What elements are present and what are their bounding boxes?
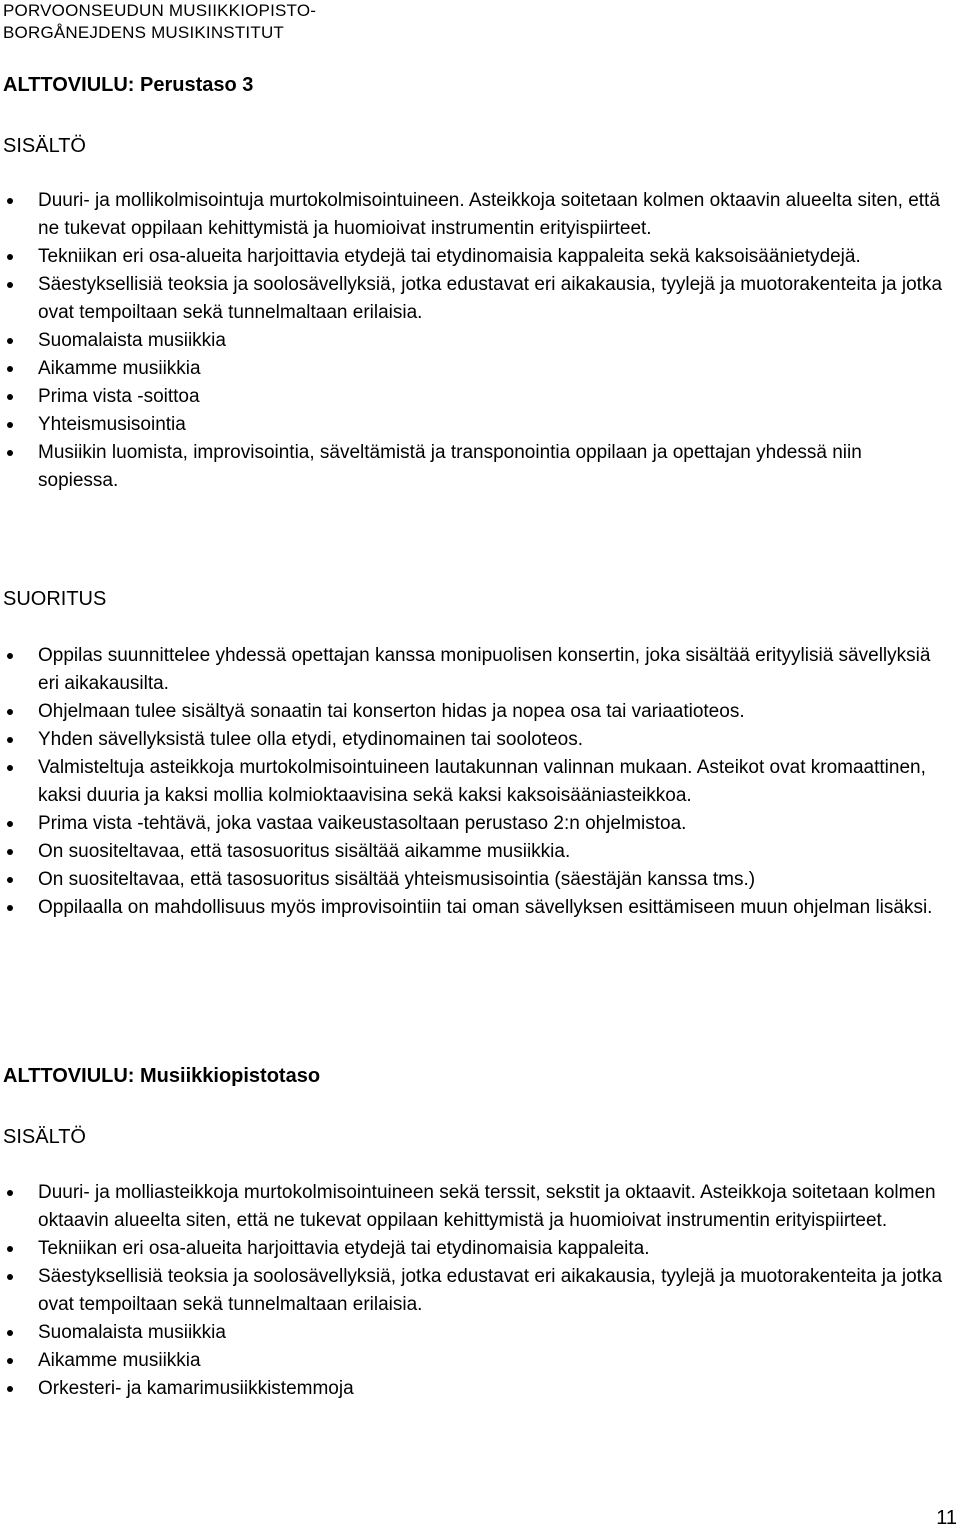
bullet-icon bbox=[7, 338, 13, 344]
list-item: Oppilas suunnittelee yhdessä opettajan kanssa monipuolisen konsertin, joka sisältää erityylisiä sävellyksiä eri aikakausilta. bbox=[0, 642, 950, 698]
bullet-icon bbox=[7, 1386, 13, 1392]
list-item: Suomalaista musiikkia bbox=[0, 1319, 950, 1347]
list-item: Säestyksellisiä teoksia ja soolosävellyksiä, jotka edustavat eri aikakausia, tyylejä ja muotorakenteita ja jotka ovat tempoiltaan sekä tunnelmaltaan erilaisia. bbox=[0, 1263, 950, 1319]
content-list-1 bbox=[0, 187, 950, 495]
bullet-icon bbox=[7, 849, 13, 855]
bullet-icon bbox=[7, 1246, 13, 1252]
bullet-icon bbox=[7, 198, 13, 204]
org-name-line-2: BORGÅNEJDENS MUSIKINSTITUT bbox=[3, 23, 285, 42]
list-item: Tekniikan eri osa-alueita harjoittavia etydejä tai etydinomaisia kappaleita. bbox=[0, 1235, 950, 1263]
org-name-line-1: PORVOONSEUDUN MUSIIKKIOPISTO- bbox=[3, 1, 317, 20]
bullet-icon bbox=[7, 1190, 13, 1196]
list-item: Tekniikan eri osa-alueita harjoittavia etydejä tai etydinomaisia kappaleita sekä kaksoisäänietydejä. bbox=[0, 243, 950, 271]
content-heading-2: SISÄLTÖ bbox=[3, 1126, 86, 1148]
list-item: Duuri- ja mollikolmisointuja murtokolmisointuineen. Asteikkoja soitetaan kolmen oktaavin alueelta siten, että ne tukevat oppilaan kehittymistä ja huomioivat instrumentin erityispiirteet. bbox=[0, 187, 950, 243]
list-item: Valmisteltuja asteikkoja murtokolmisointuineen lautakunnan valinnan mukaan. Asteikot ovat kromaattinen, kaksi duuria ja kaksi mollia kolmioktaavisina sekä kaksi kaksoisääniasteikkoa. bbox=[0, 754, 950, 810]
section-title-perustaso-3: ALTTOVIULU: Perustaso 3 bbox=[3, 74, 254, 96]
list-item: Ohjelmaan tulee sisältyä sonaatin tai konserton hidas ja nopea osa tai variaatioteos. bbox=[0, 698, 950, 726]
bullet-icon bbox=[7, 1274, 13, 1280]
list-item: Aikamme musiikkia bbox=[0, 1347, 950, 1375]
bullet-icon bbox=[7, 422, 13, 428]
bullet-icon bbox=[7, 765, 13, 771]
list-item: Musiikin luomista, improvisointia, säveltämistä ja transponointia oppilaan ja opettajan yhdessä niin sopiessa. bbox=[0, 439, 950, 495]
bullet-icon bbox=[7, 1358, 13, 1364]
bullet-icon bbox=[7, 709, 13, 715]
list-item: Prima vista -soittoa bbox=[0, 383, 950, 411]
bullet-icon bbox=[7, 366, 13, 372]
list-item: Yhteismusisointia bbox=[0, 411, 950, 439]
bullet-icon bbox=[7, 282, 13, 288]
list-item: On suositeltavaa, että tasosuoritus sisältää yhteismusisointia (säestäjän kanssa tms.) bbox=[0, 866, 950, 894]
bullet-icon bbox=[7, 877, 13, 883]
page-number: 11 bbox=[936, 1507, 957, 1529]
bullet-icon bbox=[7, 394, 13, 400]
list-item: Duuri- ja molliasteikkoja murtokolmisointuineen sekä terssit, sekstit ja oktaavit. Asteikkoja soitetaan kolmen oktaavin alueelta siten, että ne tukevat oppilaan kehittymistä ja huomioivat instrumentin erityispiirteet. bbox=[0, 1179, 950, 1235]
list-item: Yhden sävellyksistä tulee olla etydi, etydinomainen tai sooloteos. bbox=[0, 726, 950, 754]
organization-header bbox=[3, 0, 316, 44]
list-item: On suositeltavaa, että tasosuoritus sisältää aikamme musiikkia. bbox=[0, 838, 950, 866]
list-item: Prima vista -tehtävä, joka vastaa vaikeustasoltaan perustaso 2:n ohjelmistoa. bbox=[0, 810, 950, 838]
list-item: Suomalaista musiikkia bbox=[0, 327, 950, 355]
list-item: Aikamme musiikkia bbox=[0, 355, 950, 383]
content-heading-1: SISÄLTÖ bbox=[3, 135, 86, 157]
list-item: Oppilaalla on mahdollisuus myös improvisointiin tai oman sävellyksen esittämiseen muun ohjelman lisäksi. bbox=[0, 894, 950, 922]
performance-heading: SUORITUS bbox=[3, 588, 107, 610]
content-list-2 bbox=[0, 1179, 950, 1403]
bullet-icon bbox=[7, 821, 13, 827]
list-item: Säestyksellisiä teoksia ja soolosävellyksiä, jotka edustavat eri aikakausia, tyylejä ja muotorakenteita ja jotka ovat tempoiltaan sekä tunnelmaltaan erilaisia. bbox=[0, 271, 950, 327]
bullet-icon bbox=[7, 653, 13, 659]
bullet-icon bbox=[7, 254, 13, 260]
bullet-icon bbox=[7, 1330, 13, 1336]
section-title-musiikkiopistotaso: ALTTOVIULU: Musiikkiopistotaso bbox=[3, 1065, 321, 1087]
performance-list bbox=[0, 642, 950, 922]
list-item: Orkesteri- ja kamarimusiikkistemmoja bbox=[0, 1375, 950, 1403]
bullet-icon bbox=[7, 450, 13, 456]
bullet-icon bbox=[7, 737, 13, 743]
bullet-icon bbox=[7, 905, 13, 911]
